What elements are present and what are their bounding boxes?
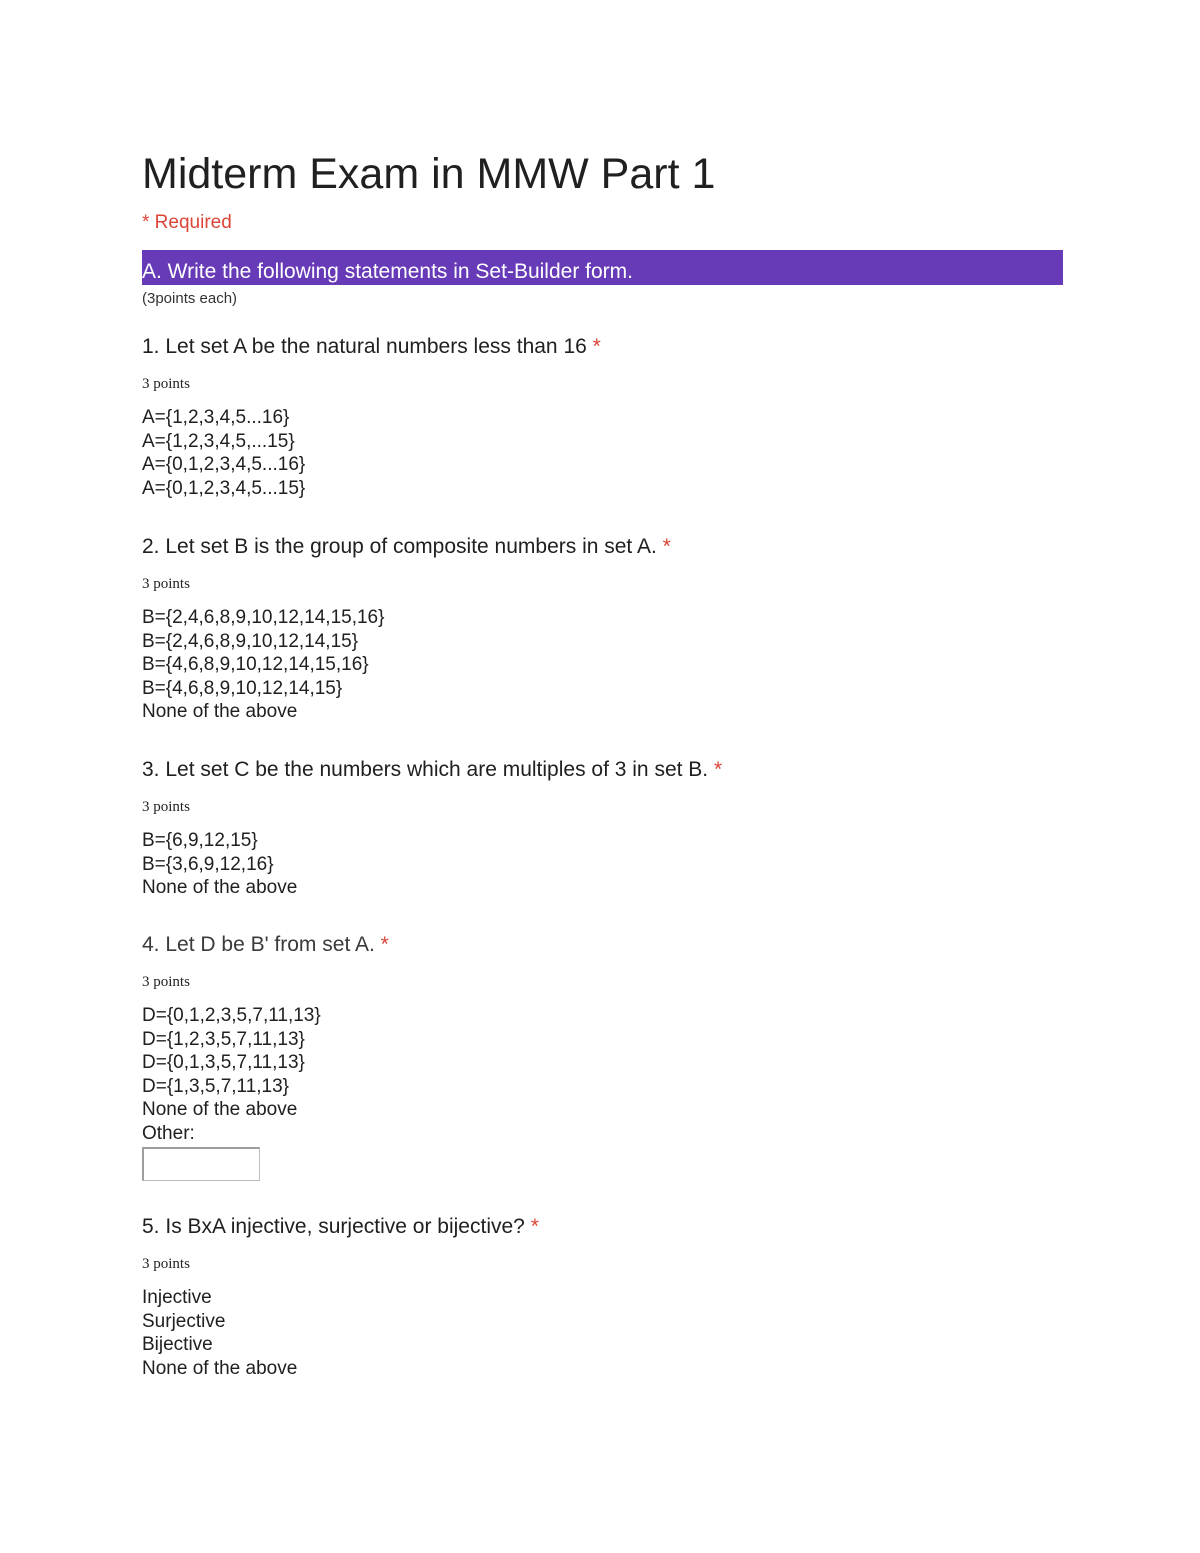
option-choice[interactable]: D={0,1,3,5,7,11,13} (142, 1052, 305, 1074)
question-points: 3 points (142, 974, 190, 990)
required-note: * Required (142, 212, 232, 233)
question-points: 3 points (142, 576, 190, 592)
required-asterisk: * (380, 933, 389, 956)
question-number: 1. (142, 335, 160, 358)
required-asterisk: * (592, 335, 601, 358)
option-choice[interactable]: D={1,3,5,7,11,13} (142, 1075, 290, 1097)
question-3 (142, 757, 1063, 900)
question-text: Is BxA injective, surjective or bijective? (165, 1215, 525, 1238)
option-choice[interactable]: A={0,1,2,3,4,5...15} (142, 477, 306, 499)
other-text-input[interactable] (142, 1147, 260, 1181)
option-list (142, 1004, 1063, 1181)
option-choice[interactable]: None of the above (142, 701, 298, 723)
question-5 (142, 1214, 1063, 1380)
required-asterisk: * (713, 758, 723, 781)
question-title (142, 334, 1063, 360)
option-choice[interactable]: A={0,1,2,3,4,5...16} (142, 454, 306, 476)
option-list (142, 406, 1063, 500)
question-number: 2. (142, 535, 160, 558)
section-description: (3points each) (142, 290, 238, 307)
option-list (142, 1286, 1063, 1380)
option-choice[interactable]: B={6,9,12,15} (142, 830, 258, 851)
option-choice[interactable]: D={1,2,3,5,7,11,13} (142, 1028, 305, 1050)
required-asterisk: * (530, 1215, 539, 1238)
question-1 (142, 334, 1063, 500)
question-4 (142, 932, 1063, 1181)
option-list (142, 829, 1063, 900)
option-choice[interactable]: B={4,6,8,9,10,12,14,15} (142, 677, 343, 699)
option-choice[interactable]: None of the above (142, 877, 298, 899)
option-choice[interactable]: B={2,4,6,8,9,10,12,14,15,16} (142, 607, 385, 628)
option-choice[interactable]: B={3,6,9,12,16} (142, 853, 274, 875)
question-title (142, 932, 1063, 958)
question-text: Let D be B' from set A. (165, 933, 375, 956)
option-choice[interactable]: B={4,6,8,9,10,12,14,15,16} (142, 654, 369, 676)
option-choice[interactable]: B={2,4,6,8,9,10,12,14,15} (142, 630, 359, 652)
question-text: Let set C be the numbers which are multiples of 3 in set B. (165, 758, 709, 781)
question-number: 3. (142, 758, 160, 781)
section-header (142, 250, 1063, 285)
option-choice[interactable]: A={1,2,3,4,5...16} (142, 407, 290, 428)
option-choice[interactable]: None of the above (142, 1099, 298, 1121)
option-choice[interactable]: Injective (142, 1287, 212, 1308)
question-text: Let set A be the natural numbers less than 16 (165, 335, 587, 358)
option-choice[interactable]: D={0,1,2,3,5,7,11,13} (142, 1005, 321, 1026)
option-list (142, 606, 1063, 724)
question-2 (142, 534, 1063, 724)
question-title (142, 534, 1063, 560)
question-number: 5. (142, 1215, 160, 1238)
question-text: Let set B is the group of composite numbers in set A. (165, 535, 657, 558)
question-points: 3 points (142, 1256, 190, 1272)
option-choice[interactable]: Bijective (142, 1334, 213, 1356)
question-title (142, 757, 1063, 783)
question-points: 3 points (142, 799, 190, 815)
question-title (142, 1214, 1063, 1240)
required-asterisk: * (662, 535, 671, 558)
option-choice[interactable]: Surjective (142, 1310, 226, 1332)
question-number: 4. (142, 933, 160, 956)
section-header-text: A. Write the following statements in Set-Builder form. (142, 260, 633, 283)
option-other-label[interactable]: Other: (142, 1122, 195, 1144)
form-title: Midterm Exam in MMW Part 1 (142, 150, 716, 198)
question-points: 3 points (142, 376, 190, 392)
option-choice[interactable]: None of the above (142, 1357, 298, 1379)
option-choice[interactable]: A={1,2,3,4,5,...15} (142, 430, 295, 452)
